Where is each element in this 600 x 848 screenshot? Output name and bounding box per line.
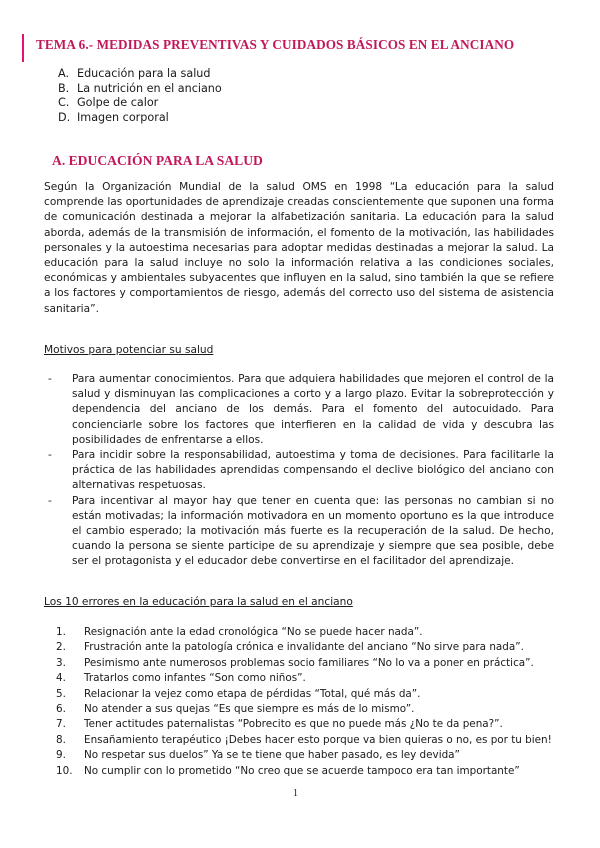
list-item [56,656,562,671]
list-item-text: Tener actitudes paternalistas “Pobrecito es que no puede más ¿No te da pena?”. [84,718,503,731]
list-item [56,687,562,702]
section-heading: A. EDUCACIÓN PARA LA SALUD [52,153,263,168]
list-item-text: Resignación ante la edad cronológica “No se puede hacer nada”. [84,626,423,638]
item-number: 5. [56,687,66,700]
title-accent-bar [22,34,24,62]
list-item [56,748,562,763]
toc-item [58,111,222,126]
list-item [56,733,562,748]
list-item-text: Frustración ante la patología crónica e invalidante del anciano “No sirve para nada”. [84,641,524,654]
list-item [48,372,554,448]
item-number: 4. [56,672,66,685]
motivos-subheading: Motivos para potenciar su salud [44,344,214,356]
page-number: 1 [293,788,298,799]
item-number: 1. [56,626,66,638]
list-item-text: Para aumentar conocimientos. Para que adquiera habilidades que mejoren el control de la salud y disminuyan las complicaciones a corto y a largo plazo. Evitar la sobreprotección y dependencia del anciano de los demás. Para el fomento del autocuidado. Para concienciarle sobre los factores que interfieren en la calidad de vida y descubra las posibilidades de enfrentarse a ellos. [72,373,554,446]
list-item [56,625,562,640]
toc-label: Golpe de calor [77,96,159,110]
toc-label: La nutrición en el anciano [77,81,222,95]
table-of-contents [58,67,222,125]
toc-marker: B. [58,81,70,95]
toc-item [58,82,222,97]
motivos-list [48,372,554,570]
list-item-text: Pesimismo ante numerosos problemas socio familiares “No lo va a poner en práctica”. [84,656,534,669]
item-number: 2. [56,641,66,654]
list-item [56,671,562,686]
list-item-text: Para incidir sobre la responsabilidad, autoestima y toma de decisiones. Para facilitarle la práctica de las habilidades aprendidas compensando el declive biológico del anciano con alternativas respetuosas. [72,449,554,492]
intro-paragraph: Según la Organización Mundial de la salud OMS en 1998 “La educación para la salud comprende las oportunidades de aprendizaje creadas conscientemente que suponen una forma de comunicación destinada a mejorar la alfabetización sanitaria. La educación para la salud aborda, además de la transmisión de información, el fomento de la motivación, las habilidades personales y la autoestima necesarias para adoptar medidas destinadas a mejorar la salud. La educación para la salud incluye no solo la información relativa a las condiciones sociales, económicas y ambientales subyacentes que influyen en la salud, sino también la que se refiere a los factores y comportamientos de riesgo, además del correcto uso del sistema de asistencia sanitaria”. [44,181,554,315]
list-item-text: Relacionar la vejez como etapa de pérdidas “Total, qué más da”. [84,687,421,700]
toc-label: Imagen corporal [77,110,169,124]
list-item-text: Para incentivar al mayor hay que tener en cuenta que: las personas no cambian si no están motivadas; la información motivadora en un momento oportuno es la que introduce el cambio esperado; la motivación más fuerte es la recuperación de la salud. De hecho, cuando la persona se siente participe de su aprendizaje y siempre que sea posible, debe ser el protagonista y el educador debe convertirse en el facilitador del aprendizaje. [72,494,554,568]
item-number: 9. [56,749,66,762]
list-item [48,494,554,570]
bullet-marker: - [48,449,52,462]
list-item [56,702,562,717]
errores-subheading: Los 10 errores en la educación para la salud en el anciano [44,596,353,608]
toc-marker: A. [58,67,70,80]
list-item [56,717,562,732]
toc-marker: C. [58,96,70,110]
list-item [48,448,554,494]
item-number: 6. [56,703,66,716]
toc-marker: D. [58,110,71,124]
toc-item [58,67,222,82]
list-item-text: No respetar sus duelos” Ya se te tiene que haber pasado, es ley devida” [84,749,460,762]
errores-list [56,625,562,779]
list-item-text: Ensañamiento terapéutico ¡Debes hacer esto porque va bien quieras o no, es por tu bien! [84,733,552,746]
list-item [56,764,562,779]
item-number: 8. [56,733,66,746]
item-number: 7. [56,718,66,731]
list-item-text: No cumplir con lo prometido “No creo que se acuerde tampoco era tan importante” [84,764,520,777]
list-item [56,640,562,655]
item-number: 3. [56,656,66,669]
toc-label: Educación para la salud [77,67,211,80]
page-title: TEMA 6.- MEDIDAS PREVENTIVAS Y CUIDADOS BÁSICOS EN EL ANCIANO [36,37,515,52]
item-number: 10. [56,764,73,777]
list-item-text: No atender a sus quejas “Es que siempre es más de lo mismo”. [84,703,415,716]
list-item-text: Tratarlos como infantes “Son como niños”. [84,672,306,685]
bullet-marker: - [48,494,52,507]
bullet-marker: - [48,373,52,385]
toc-item [58,96,222,111]
